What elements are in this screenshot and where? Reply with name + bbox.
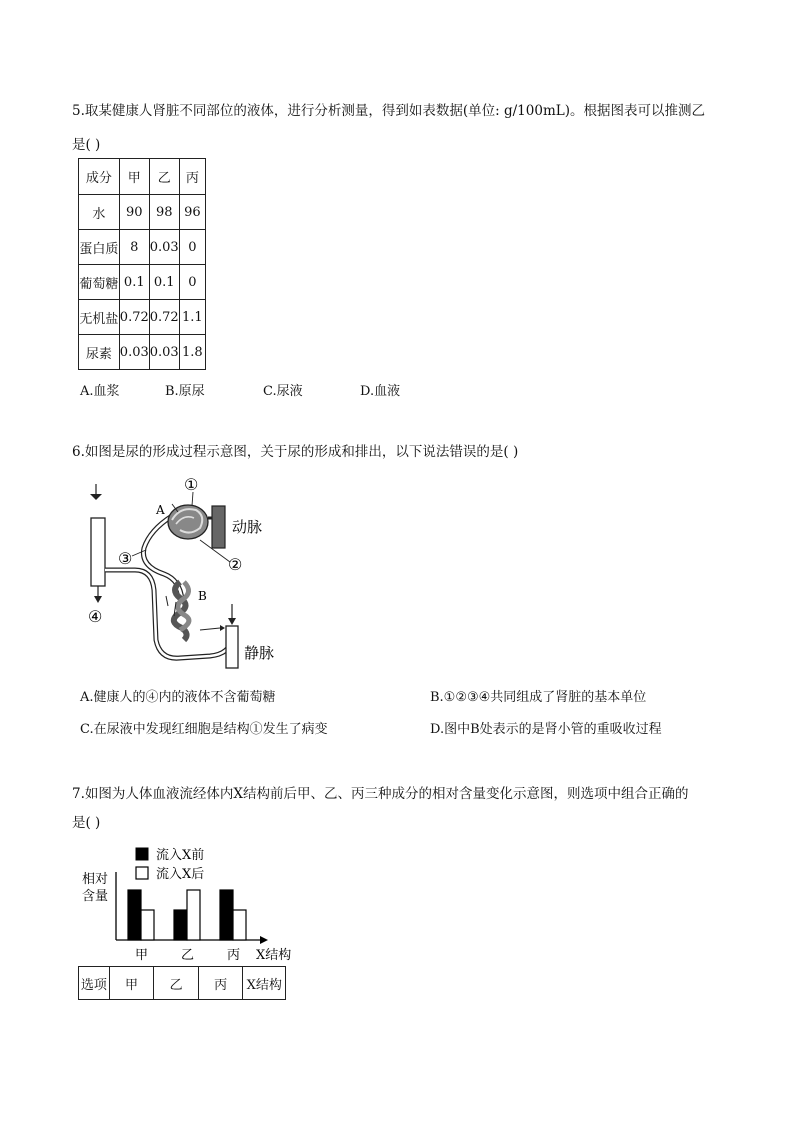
table-cell: 0 — [179, 265, 205, 300]
label-1: ① — [184, 475, 199, 494]
label-2: ② — [228, 555, 243, 574]
table-header-cell: 选项 — [79, 967, 110, 1000]
table-cell: 0.1 — [119, 265, 149, 300]
table-header-row — [79, 159, 206, 195]
q5-data-table — [78, 158, 206, 370]
q6-option-a[interactable]: A.健康人的④内的液体不含葡萄糖 — [80, 690, 276, 705]
vein — [226, 626, 238, 668]
q7-option-table — [78, 966, 286, 1000]
label-artery: 动脉 — [232, 518, 263, 536]
x-tick-label: 丙 — [227, 948, 241, 962]
bar-2-1 — [233, 910, 246, 940]
table-cell: 1.8 — [179, 335, 205, 370]
q5-option-b[interactable]: B.原尿 — [165, 384, 205, 399]
legend-label-before: 流入X前 — [156, 848, 205, 863]
table-cell: 1.1 — [179, 300, 205, 335]
legend-swatch-before — [136, 848, 148, 860]
label-b: B — [198, 589, 207, 603]
arrow-right-icon — [220, 625, 225, 631]
q6-option-b[interactable]: B.①②③④共同组成了肾脏的基本单位 — [430, 690, 647, 705]
table-cell: 8 — [119, 230, 149, 265]
q7-stem-line2: 是( ) — [72, 815, 101, 831]
x-tick-label: 乙 — [181, 948, 195, 962]
label-a: A — [156, 503, 165, 517]
table-cell: 0.1 — [149, 265, 179, 300]
table-cell: 98 — [149, 195, 179, 230]
artery — [212, 506, 225, 548]
chart-legend — [136, 847, 204, 882]
table-row — [79, 300, 206, 335]
q6-stem: 6.如图是尿的形成过程示意图，关于尿的形成和排出，以下说法错误的是( ) — [72, 444, 519, 460]
x-tick-label: 甲 — [135, 948, 149, 962]
table-row — [79, 230, 206, 265]
table-header-cell: 乙 — [149, 159, 179, 195]
collecting-duct — [91, 518, 105, 586]
table-row — [79, 195, 206, 230]
q6-option-d[interactable]: D.图中B处表示的是肾小管的重吸收过程 — [430, 722, 662, 737]
legend-label-after: 流入X后 — [156, 867, 205, 882]
table-header-cell: 甲 — [109, 967, 154, 1000]
table-cell: 尿素 — [79, 335, 120, 370]
q5-option-c[interactable]: C.尿液 — [263, 384, 303, 399]
q5-option-d[interactable]: D.血液 — [360, 384, 401, 399]
table-header-cell: 乙 — [154, 967, 199, 1000]
table-cell: 蛋白质 — [79, 230, 120, 265]
table-header-cell: 甲 — [119, 159, 149, 195]
q5-option-a[interactable]: A.血浆 — [80, 384, 120, 399]
y-axis-label-line2: 含量 — [82, 889, 109, 904]
table-cell: 水 — [79, 195, 120, 230]
table-cell: 90 — [119, 195, 149, 230]
bar-0-1 — [141, 910, 154, 940]
table-cell: 96 — [179, 195, 205, 230]
table-cell: 0.03 — [149, 230, 179, 265]
label-vein: 静脉 — [244, 644, 275, 662]
table-header-cell: 成分 — [79, 159, 120, 195]
table-header-row — [79, 967, 286, 1000]
table-row — [79, 335, 206, 370]
table-header-cell: 丙 — [198, 967, 243, 1000]
table-row — [79, 265, 206, 300]
table-cell: 无机盐 — [79, 300, 120, 335]
q7-bar-chart — [80, 842, 300, 962]
q5-stem-line1: 5.取某健康人肾脏不同部位的液体，进行分析测量，得到如表数据(单位: g/100mL)。根据图表可以推测乙 — [72, 103, 705, 119]
bar-1-1 — [187, 890, 200, 940]
label-3: ③ — [118, 549, 133, 568]
table-cell: 0 — [179, 230, 205, 265]
q5-stem-line2: 是( ) — [72, 137, 101, 153]
nephron-diagram — [80, 470, 300, 670]
x-axis-arrow-icon — [260, 936, 268, 944]
q7-stem-line1: 7.如图为人体血液流经体内X结构前后甲、乙、丙三种成分的相对含量变化示意图，则选项中组合正确的 — [72, 786, 689, 802]
x-axis-label: X结构 — [256, 948, 292, 962]
table-cell: 0.03 — [149, 335, 179, 370]
bar-0-0 — [128, 890, 141, 940]
bar-1-0 — [174, 910, 187, 940]
table-cell: 0.72 — [119, 300, 149, 335]
table-cell: 葡萄糖 — [79, 265, 120, 300]
table-header-cell: 丙 — [179, 159, 205, 195]
y-axis-label-line1: 相对 — [82, 872, 109, 887]
table-cell: 0.72 — [149, 300, 179, 335]
label-4: ④ — [88, 607, 103, 626]
arrow-down-icon — [94, 596, 102, 603]
arrow-down-icon — [228, 618, 236, 625]
table-header-cell: X结构 — [243, 967, 286, 1000]
bar-2-0 — [220, 890, 233, 940]
legend-swatch-after — [136, 867, 148, 879]
table-cell: 0.03 — [119, 335, 149, 370]
q6-option-c[interactable]: C.在尿液中发现红细胞是结构①发生了病变 — [80, 722, 328, 737]
